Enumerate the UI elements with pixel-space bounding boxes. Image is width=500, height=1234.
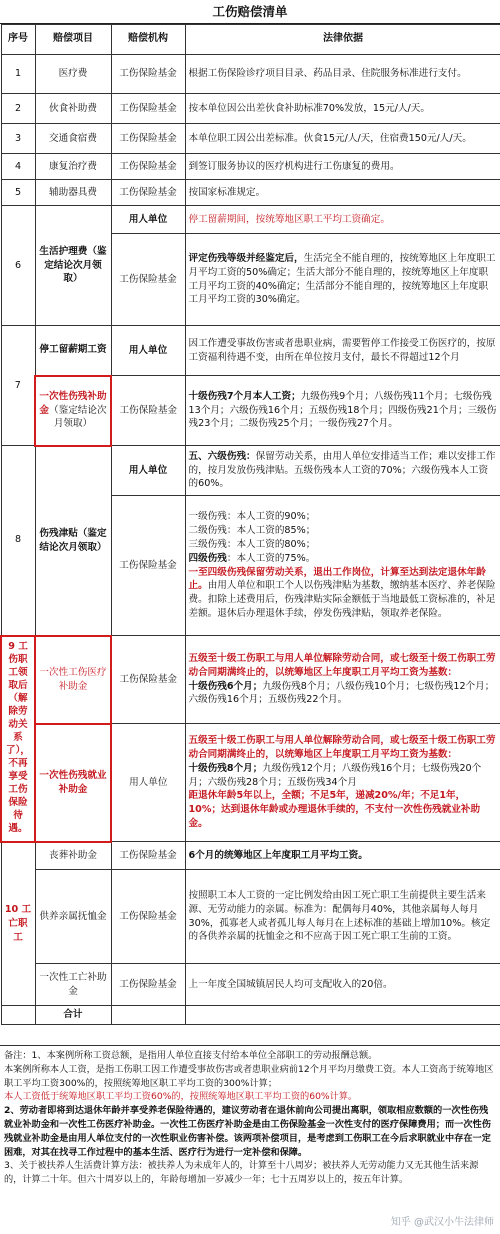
total-no <box>1 1006 35 1025</box>
row-org: 工伤保险基金 <box>111 496 185 636</box>
row-org: 工伤保险基金 <box>111 124 185 154</box>
row-law: 按照职工本人工资的一定比例发给由因工死亡职工生前提供主要生活来源、无劳动能力的亲属。标准为：配偶每月40%，其他亲属每人每月30%，孤寡老人或者孤儿每人每月在上述标准的基础上增加10%。核定的各供养亲属的抚恤金之和不应高于因工死亡职工生前的工资。 <box>185 870 500 964</box>
row-no: 5 <box>1 180 35 206</box>
law-bold: 为基数： <box>418 748 458 760</box>
table-row <box>1 94 500 124</box>
header-law: 法律依据 <box>185 25 500 55</box>
row-org: 工伤保险基金 <box>111 376 185 446</box>
page-title: 工伤赔偿清单 <box>0 0 500 24</box>
law-text: ：本人工资的75%。 <box>226 552 316 564</box>
law-red: 一至四级伤残保留劳动关系，退出工作岗位，计算至达到法定退休年龄止。 <box>188 566 486 592</box>
law-text: 保留劳动关系，由用人单位安排适当工作；难以安排工作的，按月发放伤残津贴。五级伤残本人工资的70%；六级伤残本人工资的60%。 <box>188 450 496 490</box>
law-bold: 五级至十级工伤职工与用人单位解除劳动合同，或七级至十级工伤职工劳动合同期满终止的，以 <box>188 652 496 678</box>
row-law <box>185 234 500 326</box>
table-row <box>1 55 500 94</box>
note-line: 3、关于被扶养人生活费计算方法：被扶养人为未成年人的，计算至十八周岁；被扶养人无劳动能力又无其他生活来源的，计算二十年。但六十周岁以上的，年龄每增加一岁减少一年；七十五周岁以上的，按五年计算。 <box>4 1160 479 1186</box>
row-law: 根据工伤保险诊疗项目目录、药品目录、住院服务标准进行支付。 <box>185 55 500 94</box>
row-law <box>185 724 500 842</box>
table-row <box>1 446 500 496</box>
row-law <box>185 636 500 724</box>
row-law: 6个月的统筹地区上年度职工月平均工资。 <box>185 842 500 870</box>
row-no: 8 <box>1 446 35 636</box>
header-item: 赔偿项目 <box>35 25 111 55</box>
row-item: 供养亲属抚恤金 <box>35 870 111 964</box>
row-org: 工伤保险基金 <box>111 180 185 206</box>
row-item <box>35 376 111 446</box>
row-org: 用人单位 <box>111 326 185 376</box>
law-text: 生活完全不能自理的，按统筹地区上年度职工月平均工资的50%确定；生活大部分不能自理的，按统筹地区上年度职工月平均工资的40%确定；生活部分不能自理的，按统筹地区上年度职工月平均工资的30%确定。 <box>188 252 496 306</box>
row-no: 10 工亡职工 <box>1 842 35 1006</box>
law-text: 九级伤残8个月；八级伤残10个月；七级伤残12个月；六级伤残16个月；五级伤残22个月。 <box>188 680 495 706</box>
row-item: 一次性伤残就业补助金 <box>35 724 111 842</box>
law-lead: 十级伤残8个月； <box>188 762 263 774</box>
row-item: 丧葬补助金 <box>35 842 111 870</box>
row-item: 一次性工亡补助金 <box>35 964 111 1006</box>
row-no: 6 <box>1 206 35 326</box>
row-no: 3 <box>1 124 35 154</box>
table-row <box>1 124 500 154</box>
row-no: 1 <box>1 55 35 94</box>
row-item: 康复治疗费 <box>35 154 111 180</box>
row-item: 生活护理费（鉴定结论次月领取） <box>35 206 111 326</box>
note-line: 本案例所称本人工资，是指工伤职工因工作遭受事故伤害或者患职业病前12个月平均月缴费工资。本人工资高于统筹地区职工平均工资300%的，按照统筹地区职工平均工资的300%计算； <box>4 1063 494 1089</box>
law-red: 统筹地区上年度职工月平均工资 <box>284 666 419 678</box>
law-text: 由用人单位和职工个人以伤残津贴为基数，缴纳基本医疗、养老保险费。扣除上述费用后，伤残津贴实际金额低于当地最低工资标准的，补足差额。退休后办理退休手续，停发伤残津贴，领取养老保险。 <box>188 580 496 620</box>
total-value <box>185 1006 500 1025</box>
row-law: 按国家标准规定。 <box>185 180 500 206</box>
compensation-table <box>0 24 500 1025</box>
law-line <box>189 552 498 566</box>
row-org: 工伤保险基金 <box>111 154 185 180</box>
table-row <box>1 870 500 964</box>
notes-section <box>0 1045 500 1234</box>
row-item: 辅助器具费 <box>35 180 111 206</box>
row-item: 交通食宿费 <box>35 124 111 154</box>
watermark: 知乎 @武汉小牛法律师 <box>390 1217 494 1228</box>
row-item: 停工留薪期工资 <box>35 326 111 376</box>
law-line: 一级伤残：本人工资的90%； <box>188 510 316 522</box>
row-org: 工伤保险基金 <box>111 842 185 870</box>
law-red: 统筹地区上年度职工月平均工资 <box>284 748 419 760</box>
row-no: 2 <box>1 94 35 124</box>
row-law: 因工作遭受事故伤害或者患职业病，需要暂停工作接受工伤医疗的，按原工资福利待遇不变，由所在单位按月支付，最长不得超过12个月 <box>185 326 500 376</box>
law-line: 二级伤残：本人工资的85%； <box>188 524 316 536</box>
note-line: 备注：1、本案例所称工资总额，是指用人单位直接支付给本单位全部职工的劳动报酬总额。 <box>4 1050 378 1061</box>
row-law: 到签订服务协议的医疗机构进行工伤康复的费用。 <box>185 154 500 180</box>
row-org: 工伤保险基金 <box>111 234 185 326</box>
header-org: 赔偿机构 <box>111 25 185 55</box>
law-red: 距退休年龄5年以上，全额；不足5年，递减20%/年；不足1年，10%；达到退休年龄或办理退休手续的，不支付一次性伤残就业补助金。 <box>188 790 481 830</box>
total-label: 合计 <box>35 1006 111 1025</box>
row-org: 工伤保险基金 <box>111 870 185 964</box>
law-text: 九级伤残12个月；八级伤残16个月；七级伤残20个月；六级伤残28个月；五级伤残34个月 <box>188 762 482 788</box>
table-row <box>1 842 500 870</box>
law-bold: 五级至十级工伤职工与用人单位解除劳动合同，或七级至十级工伤职工劳动合同期满终止的，以 <box>188 734 496 760</box>
note-line: 2、劳动者即将到达退休年龄并享受养老保险待遇的，建议劳动者在退休前向公司提出离职，领取相应数额的一次性伤残就业补助金和一次性工伤医疗补助金。一次性工伤医疗补助金是由工伤保险基金一次性支付的医疗保障费用；而一次性伤残就业补助金是由用人单位支付的一次性职业伤害补偿。该两项补偿项目，是考虑到工伤职工在今后求职就业中存在一定困难，对其在找寻工作过程中的基本生活、医疗行为进行一定补偿和保障。 <box>4 1105 491 1158</box>
row-item: 一次性工伤医疗补助金 <box>35 636 111 724</box>
law-bold: 为基数： <box>418 666 458 678</box>
law-line <box>189 566 498 622</box>
row-org: 工伤保险基金 <box>111 964 185 1006</box>
row-law: 按本单位因公出差伙食补助标准70%发放，15元/人/天。 <box>185 94 500 124</box>
table-row <box>1 964 500 1006</box>
row-org: 工伤保险基金 <box>111 55 185 94</box>
table-row <box>1 376 500 446</box>
item-note: （鉴定结论次月领取） <box>49 404 107 430</box>
row-item: 伤残津贴（鉴定结论次月领取） <box>35 446 111 636</box>
header-no: 序号 <box>1 25 35 55</box>
row-law <box>185 496 500 636</box>
table-row <box>1 206 500 234</box>
row-no: 4 <box>1 154 35 180</box>
law-bold: 四级伤残 <box>188 552 227 564</box>
row-org: 用人单位 <box>111 206 185 234</box>
table-row <box>1 724 500 842</box>
table-row <box>1 636 500 724</box>
row-law <box>185 376 500 446</box>
row-law: 停工留薪期间，按统筹地区职工平均工资确定。 <box>185 206 500 234</box>
law-text: 九级伤残9个月；八级伤残11个月；七级伤残13个月；六级伤残16个月；五级伤残18个月；四级伤残21个月；三级伤残23个月；二级伤残25个月；一级伤残27个月。 <box>188 390 497 430</box>
row-org: 用人单位 <box>111 724 185 842</box>
table-row <box>1 326 500 376</box>
row-org: 工伤保险基金 <box>111 636 185 724</box>
law-lead: 十级伤残7个月本人工资； <box>188 390 301 402</box>
table-header-row <box>1 25 500 55</box>
row-item: 伙食补助费 <box>35 94 111 124</box>
law-lead: 五、六级伤残： <box>188 450 256 462</box>
law-lead: 十级伤残6个月； <box>188 680 263 692</box>
row-law <box>185 446 500 496</box>
row-law: 本单位职工因公出差标准。伙食15元/人/天，住宿费150元/人/天。 <box>185 124 500 154</box>
item-title: 一次性伤残补助金 <box>39 390 107 416</box>
law-bold: 评定伤残等级并经鉴定后， <box>188 252 304 264</box>
row-item: 医疗费 <box>35 55 111 94</box>
row-no: 7 <box>1 326 35 446</box>
row-org: 用人单位 <box>111 446 185 496</box>
table-row <box>1 154 500 180</box>
row-org: 工伤保险基金 <box>111 94 185 124</box>
law-line: 三级伤残：本人工资的80%； <box>188 538 316 550</box>
row-no: 9 工伤职工领取后（解除劳动关系了），不再享受工伤保险待遇。 <box>1 636 35 842</box>
table-row <box>1 180 500 206</box>
row-law: 上一年度全国城镇居民人均可支配收入的20倍。 <box>185 964 500 1006</box>
total-row <box>1 1006 500 1025</box>
total-org <box>111 1006 185 1025</box>
note-line: 本人工资低于统筹地区职工平均工资60%的，按照统筹地区职工平均工资的60%计算。 <box>4 1091 358 1103</box>
